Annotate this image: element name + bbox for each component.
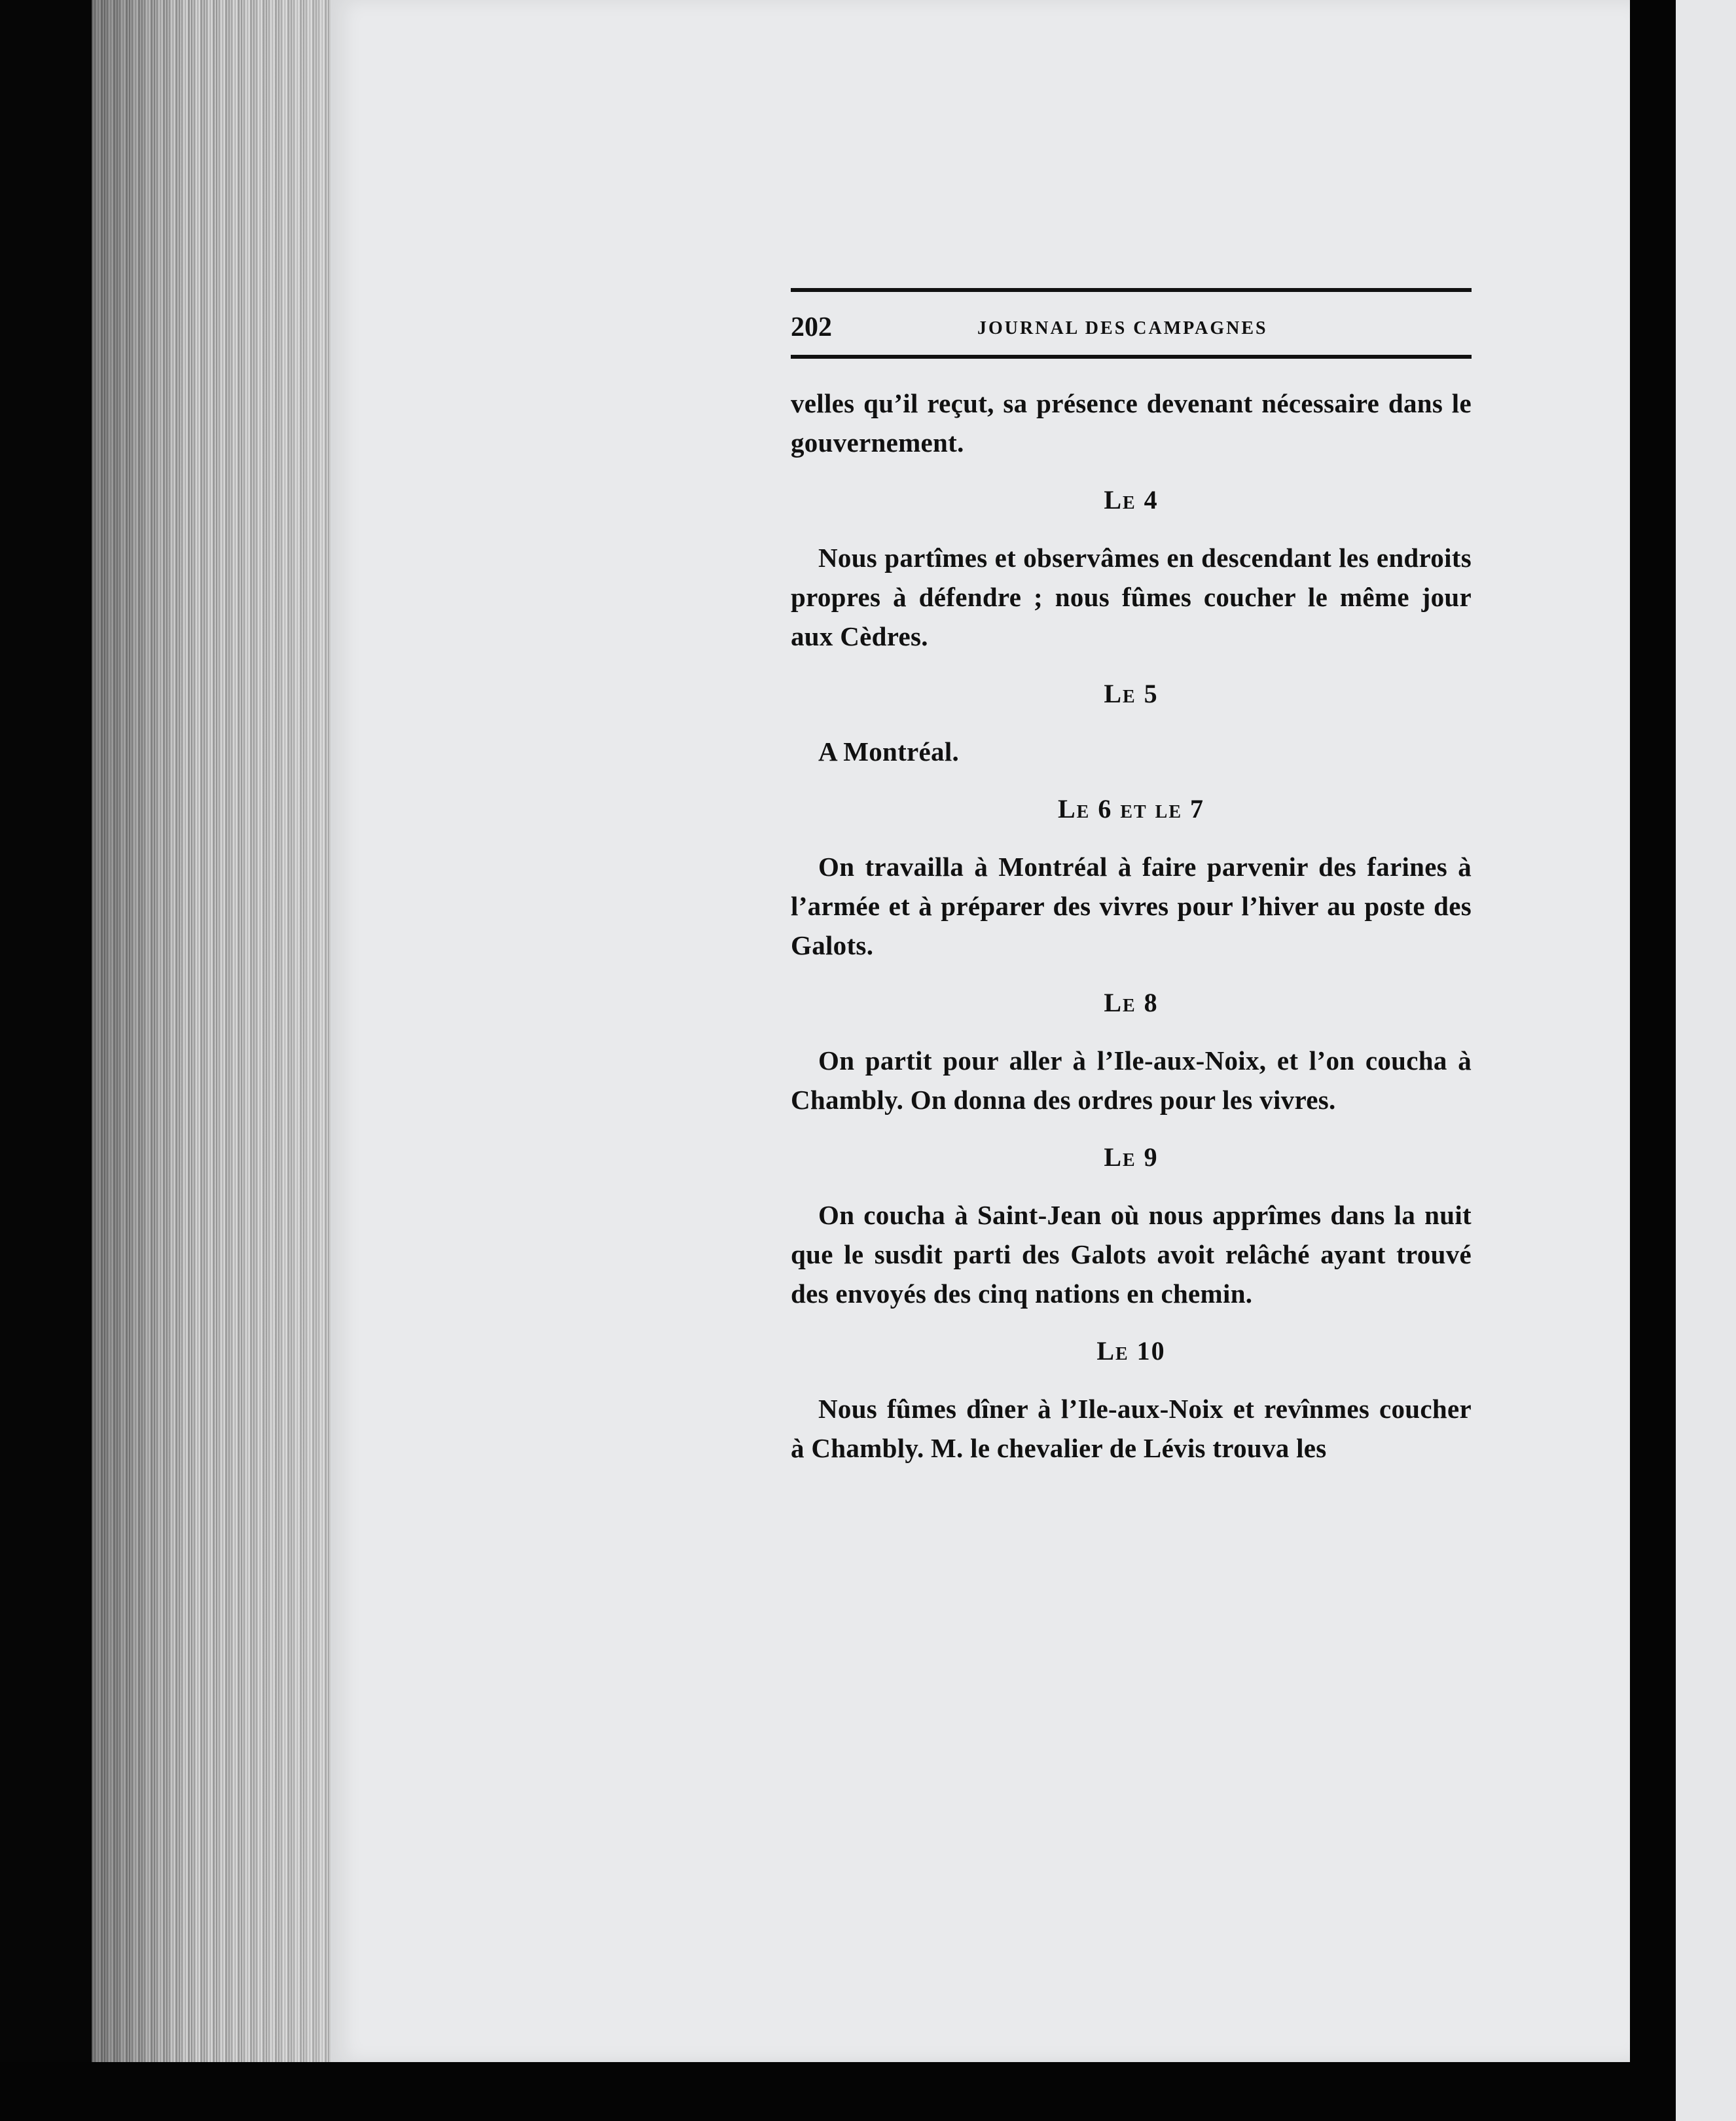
paragraph-le-8: On partit pour aller à l’Ile-aux-Noix, et l’on coucha à Chambly. On donna des ordres pour les vivres.: [791, 1045, 1472, 1115]
scan-border: [0, 2062, 1676, 2121]
gutter-shadow: [1630, 0, 1676, 2121]
date-heading-le-5: Le 5: [1104, 679, 1159, 708]
date-heading-le-8: Le 8: [1104, 988, 1159, 1017]
date-heading-le-10: Le 10: [1096, 1336, 1166, 1366]
body-text: [791, 384, 1472, 1468]
running-title: JOURNAL DES CAMPAGNES: [977, 318, 1268, 338]
paragraph-intro: velles qu’il reçut, sa présence devenant nécessaire dans le gouvernement.: [791, 388, 1472, 458]
date-heading-le-9: Le 9: [1104, 1142, 1159, 1172]
page-header: [791, 292, 1472, 355]
date-heading-le-6-7: Le 6 et le 7: [1057, 794, 1205, 824]
paragraph-le-5: A Montréal.: [818, 736, 960, 767]
paragraph-le-9: On coucha à Saint-Jean où nous apprîmes dans la nuit que le susdit parti des Galots avoit relâché ayant trouvé des envoyés des cinq nations en chemin.: [791, 1200, 1472, 1309]
next-page-sliver: [1676, 0, 1736, 2121]
date-heading-le-4: Le 4: [1104, 485, 1159, 515]
stacked-page-edges: [92, 0, 334, 2088]
page-content: [791, 288, 1472, 1468]
paragraph-le-10: Nous fûmes dîner à l’Ile-aux-Noix et revînmes coucher à Chambly. M. le chevalier de Lévis trouva les: [791, 1394, 1472, 1463]
header-bottom-rule: [791, 355, 1472, 359]
page-number: 202: [791, 312, 832, 342]
paragraph-le-4: Nous partîmes et observâmes en descendant les endroits propres à défendre ; nous fûmes coucher le même jour aux Cèdres.: [791, 543, 1472, 651]
paragraph-le-6-7: On travailla à Montréal à faire parvenir des farines à l’armée et à préparer des vivres pour l’hiver au poste des Galots.: [791, 852, 1472, 960]
